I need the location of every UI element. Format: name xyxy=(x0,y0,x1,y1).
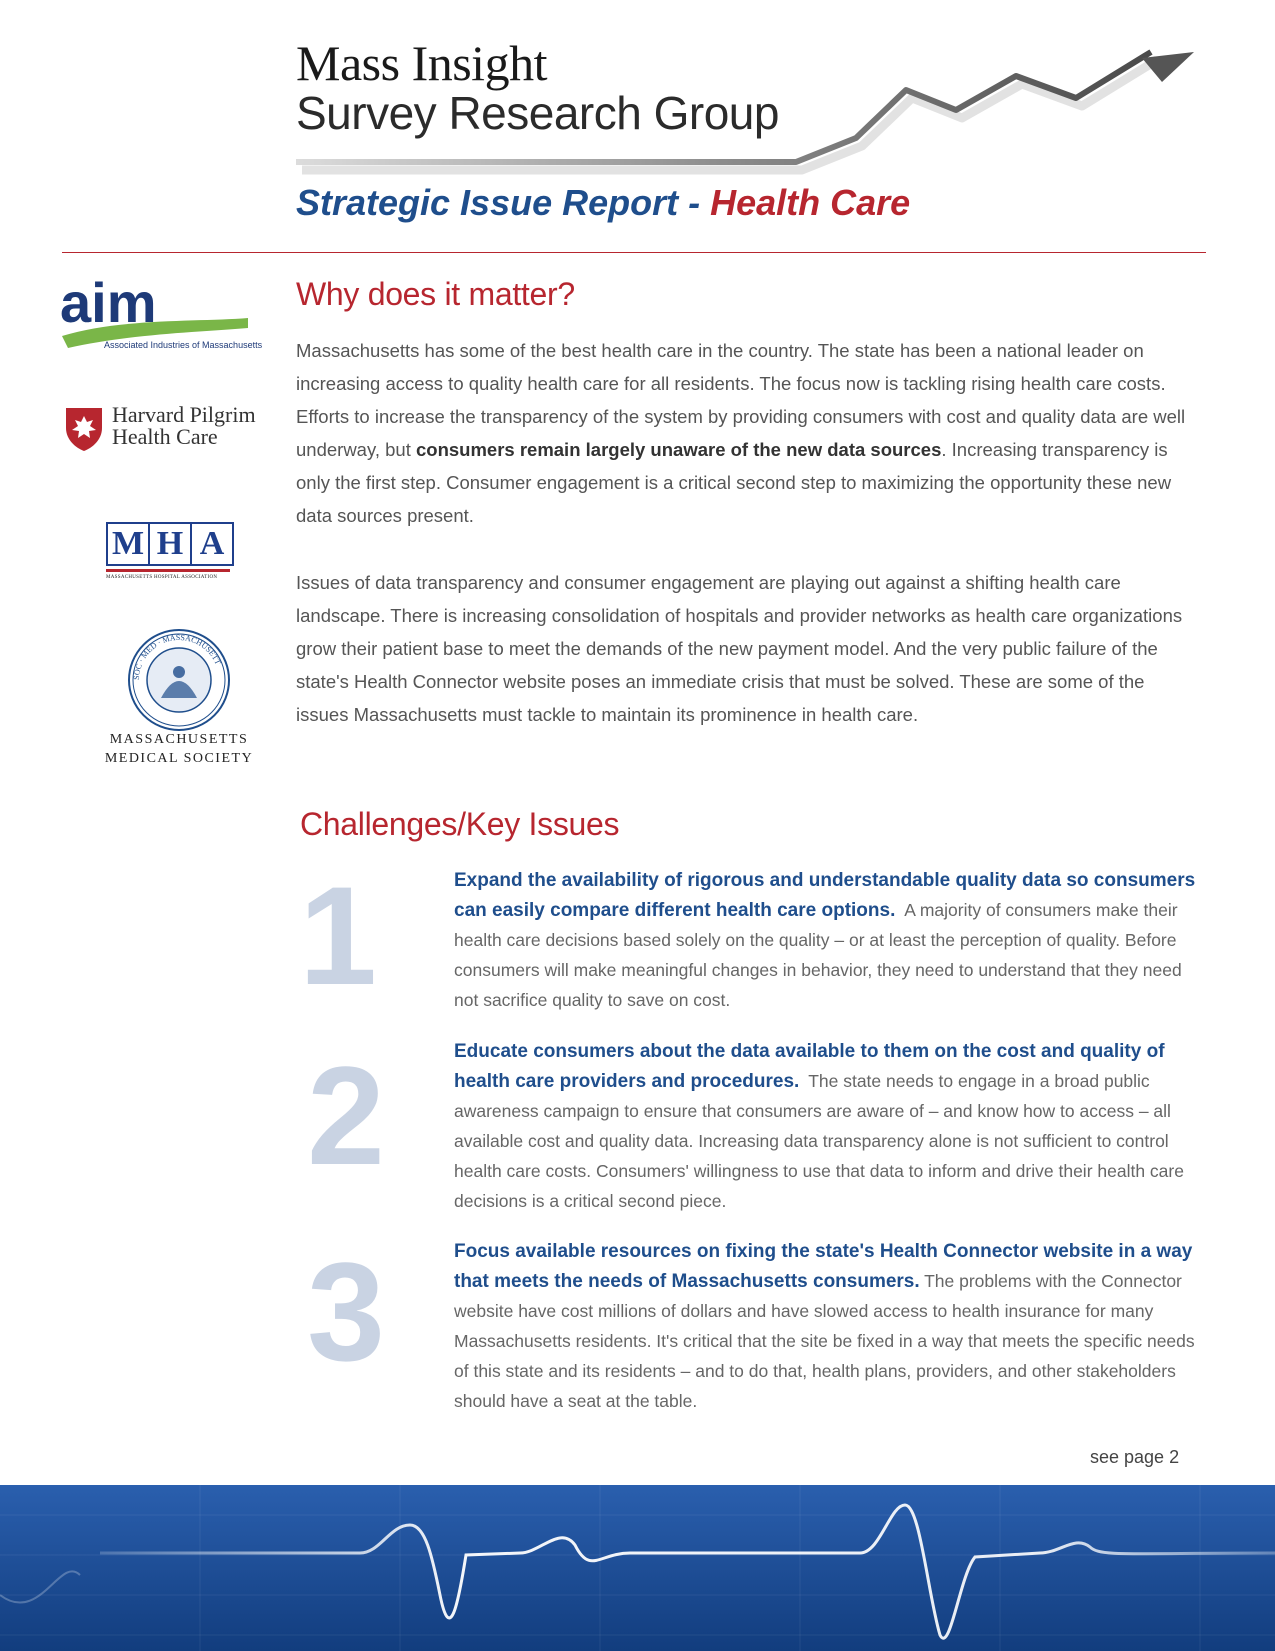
harvard-pilgrim-logo xyxy=(64,402,282,456)
why-paragraph-2: Issues of data transparency and consumer engagement are playing out against a shifting health care landscape. There is increasing consolidation of hospitals and provider networks as health care organizations grow their patient base to meet the demands of the new payment model. And the very public failure of the state's Health Connector website poses an immediate crisis that must be solved. These are some of the issues Massachusetts must tackle to maintain its prominence in health care. xyxy=(296,572,1183,725)
mms-logo xyxy=(94,628,264,768)
see-page-link[interactable]: see page 2 xyxy=(1090,1447,1180,1467)
aim-subtitle: Associated Industries of Massachusetts xyxy=(104,340,263,350)
aim-logo xyxy=(60,271,290,358)
mha-rule xyxy=(106,569,230,572)
why-heading: Why does it matter? xyxy=(296,276,575,312)
issue-number-2: 2 xyxy=(307,1037,385,1194)
mha-logo xyxy=(106,522,236,582)
issue-1 xyxy=(454,866,1199,1016)
why-paragraph-1-emphasis: consumers remain largely unaware of the new data sources xyxy=(415,439,942,460)
aim-wordmark: aim xyxy=(60,271,157,334)
harvard-pilgrim-name-line2: Health Care xyxy=(112,424,218,449)
issue-number-3: 3 xyxy=(307,1233,385,1390)
mha-subtitle: MASSACHUSETTS HOSPITAL ASSOCIATION xyxy=(106,575,218,580)
issue-2-headline: Educate consumers about the data available to them on the cost and quality of health care providers and procedures. xyxy=(454,1041,1165,1092)
issue-3-headline: Focus available resources on fixing the state's Health Connector website in a way that meets the needs of Massachusetts consumers. xyxy=(454,1241,1193,1292)
issue-number-1: 1 xyxy=(299,857,377,1014)
mha-letter-m: M xyxy=(106,522,150,566)
issue-3 xyxy=(454,1237,1199,1417)
report-title-topic: Health Care xyxy=(710,182,911,223)
issue-2 xyxy=(454,1037,1199,1217)
brand-title: Mass Insight xyxy=(296,35,547,91)
report-title-prefix: Strategic Issue Report - xyxy=(296,182,711,223)
shield-icon xyxy=(64,406,104,452)
issue-3-body: The problems with the Connector website have cost millions of dollars and have slowed access to health insurance for many Massachusetts residents. It's critical that the site be fixed in a way that meets the specific needs of this state and its residents – and to do that, health plans, providers, and other stakeholders should have a seat at the table. xyxy=(454,1271,1195,1411)
mha-letter-a: A xyxy=(190,522,234,566)
challenges-heading: Challenges/Key Issues xyxy=(300,806,620,842)
issue-1-headline: Expand the availability of rigorous and understandable quality data so consumers can easily compare different health care options. xyxy=(454,870,1196,921)
mms-name-line1: MASSACHUSETTS xyxy=(109,732,249,747)
header-divider xyxy=(62,252,1206,253)
svg-text:SOC · MED · MASSACHUSETT: SOC · MED · MASSACHUSETT xyxy=(131,632,223,681)
why-paragraph-1 xyxy=(296,334,1196,532)
arrowhead-icon xyxy=(1142,52,1194,82)
report-title xyxy=(296,182,910,224)
mha-letter-h: H xyxy=(148,522,192,566)
brand-subtitle: Survey Research Group xyxy=(296,87,779,139)
mms-name-line2: MEDICAL SOCIETY xyxy=(104,751,254,766)
seal-icon xyxy=(127,628,231,732)
heartbeat-footer-band xyxy=(0,1485,1275,1651)
issue-2-body: The state needs to engage in a broad public awareness campaign to ensure that consumers are aware of – and know how to access – all available cost and quality data. Increasing data transparency alone is not sufficient to control health care costs. Consumers' willingness to use that data to inform and drive their health care decisions is a critical second piece. xyxy=(454,1071,1184,1211)
harvard-pilgrim-name-line1: Harvard Pilgrim xyxy=(112,402,256,427)
issue-1-body: A majority of consumers make their health care decisions based solely on the quality – or at least the perception of quality. Before consumers will make meaningful changes in behavior, they need to understand that they need not sacrifice quality to save on cost. xyxy=(454,900,1182,1010)
why-paragraph-1-text-b: . Increasing transparency is only the first step. Consumer engagement is a critical second step to maximizing the opportunity these new data sources present. xyxy=(296,439,1172,526)
why-paragraph-1-text-a: Massachusetts has some of the best health care in the country. The state has been a national leader on increasing access to quality health care for all residents. The focus now is tackling rising health care costs. Efforts to increase the transparency of the system by providing consumers with cost and quality data are well underway, but xyxy=(296,340,1186,460)
